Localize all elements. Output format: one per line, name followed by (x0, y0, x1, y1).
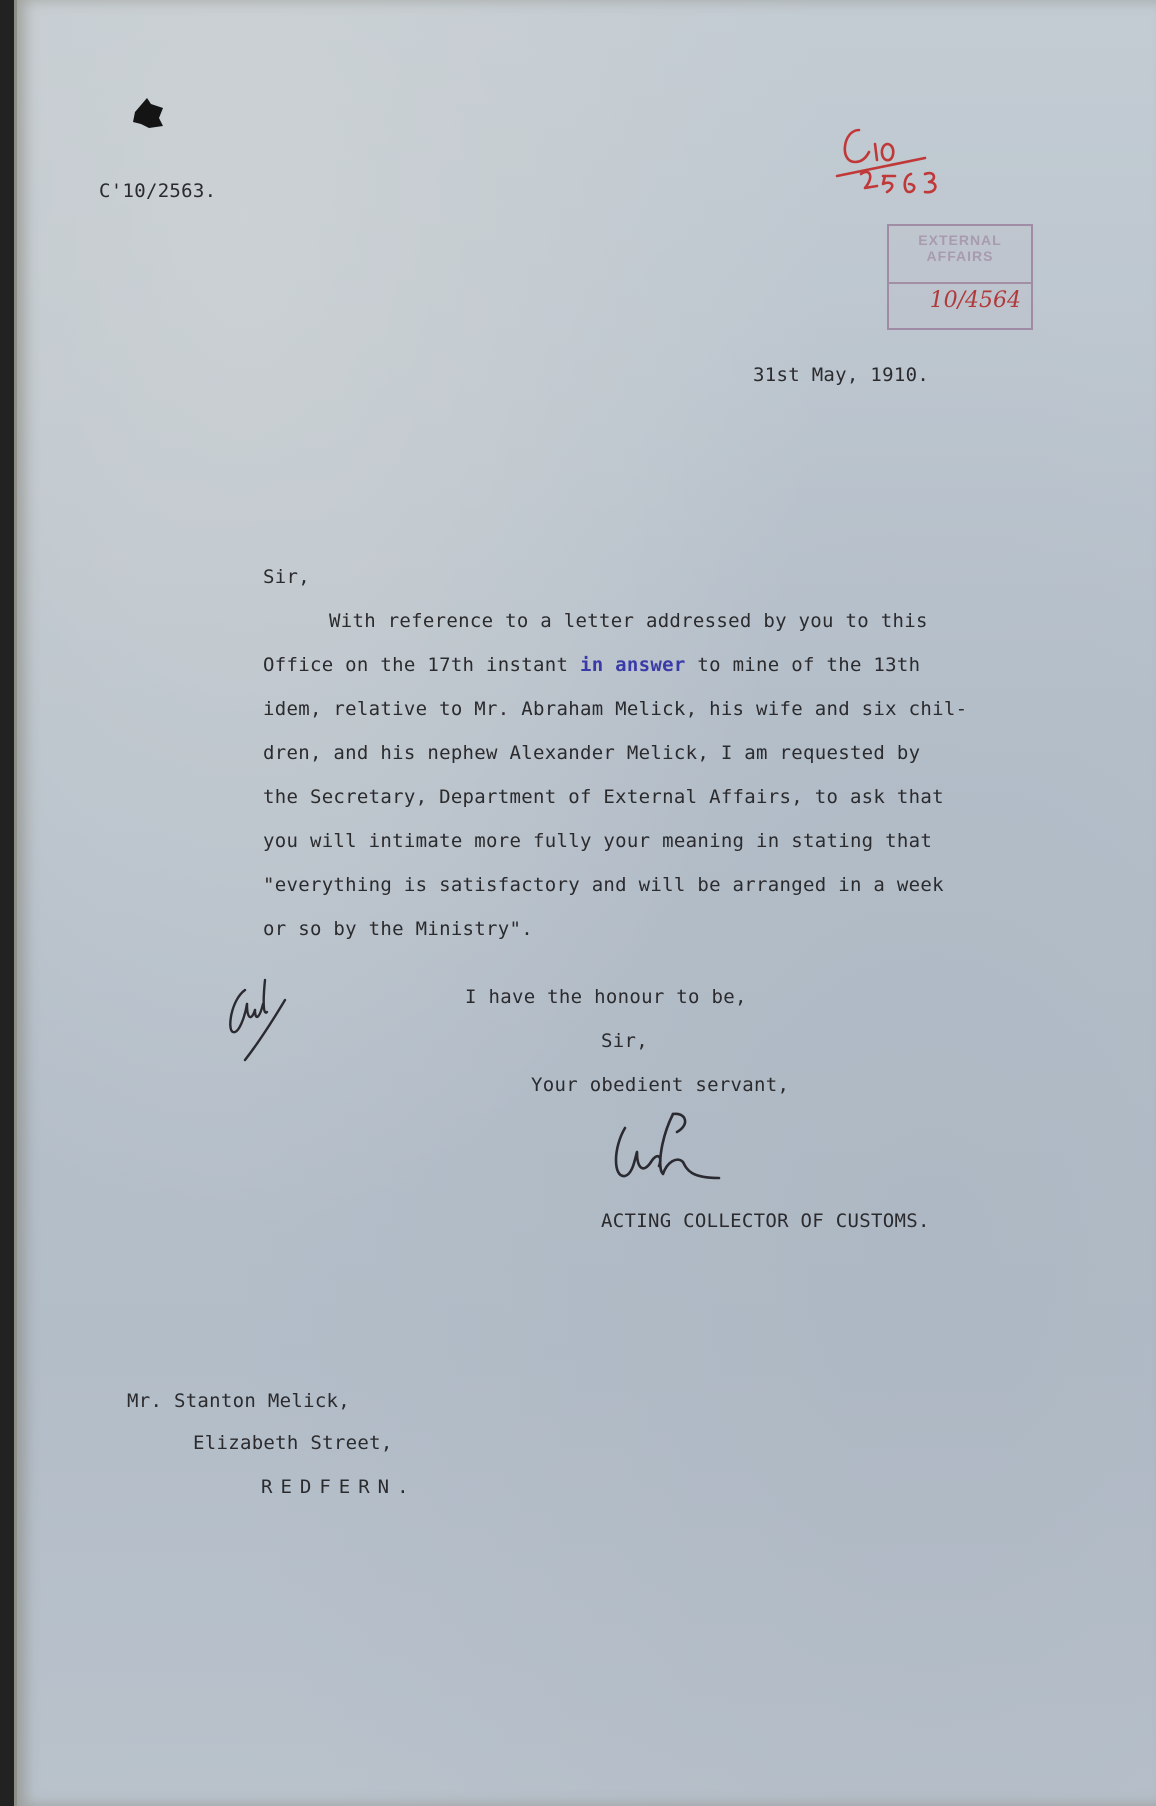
body-line-3: idem, relative to Mr. Abraham Melick, his wife and six chil- (263, 698, 968, 720)
stamp-label: EXTERNAL AFFAIRS (918, 232, 1002, 264)
handwritten-signature (607, 1108, 737, 1188)
body-line-7: "everything is satisfactory and will be arranged in a week (263, 874, 944, 896)
letter-date: 31st May, 1910. (753, 364, 930, 386)
stamp-divider (889, 282, 1031, 284)
signatory-title: ACTING COLLECTOR OF CUSTOMS. (601, 1210, 930, 1232)
body-line-6: you will intimate more fully your meaning in stating that (263, 830, 933, 852)
handwritten-initials (223, 960, 293, 1064)
body-line-2: Office on the 17th instant in answer to mine of the 13th (263, 654, 921, 676)
letter-sheet (14, 0, 1156, 1806)
body-line-8: or so by the Ministry". (263, 918, 533, 940)
addressee-street: Elizabeth Street, (193, 1432, 393, 1454)
reference-number: C'10/2563. (99, 180, 217, 202)
external-affairs-stamp (887, 224, 1033, 330)
body-line-5: the Secretary, Department of External Affairs, to ask that (263, 786, 944, 808)
body-line-1: With reference to a letter addressed by you to this (329, 610, 928, 632)
closing-line-2: Sir, (601, 1030, 648, 1052)
addressee-town: REDFERN. (261, 1476, 417, 1498)
closing-line-3: Your obedient servant, (531, 1074, 790, 1096)
salutation: Sir, (263, 566, 310, 588)
body-line-4: dren, and his nephew Alexander Melick, I am requested by (263, 742, 921, 764)
violet-ink-words: in answer (579, 654, 686, 676)
ink-blot-mark (129, 94, 167, 132)
addressee-name: Mr. Stanton Melick, (127, 1390, 351, 1412)
stamp-number: 10/4564 (929, 288, 1021, 313)
closing-line-1: I have the honour to be, (465, 986, 747, 1008)
handwritten-file-reference (829, 122, 979, 202)
